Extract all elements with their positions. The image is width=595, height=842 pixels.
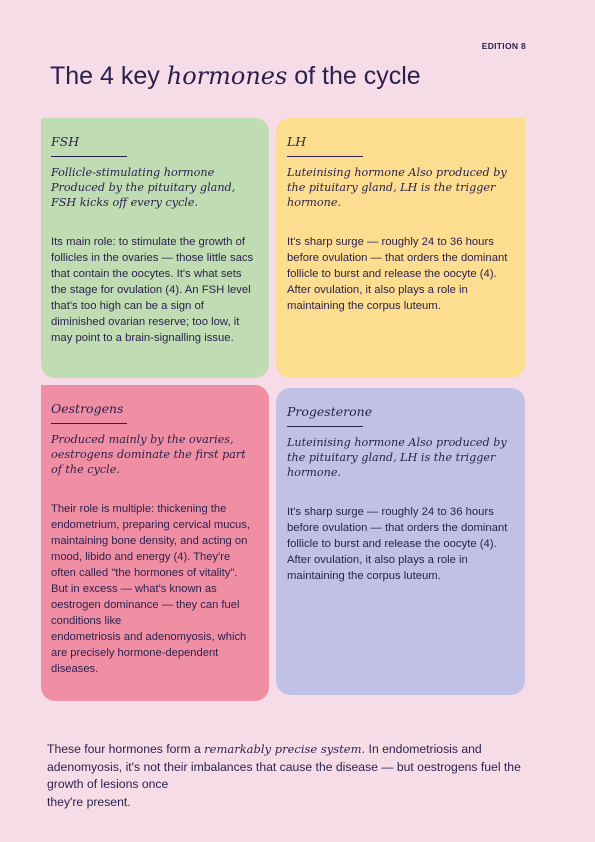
title-part-2: of the cycle [287, 62, 421, 90]
title-emphasis: hormones [166, 62, 288, 90]
card-lh-body: It's sharp surge — roughly 24 to 36 hours before ovulation — that orders the dominant follicle to burst and release the oocyte (4). After ovulation, it also plays a role in maintaining the corpus luteum. [287, 236, 508, 312]
footer-text [47, 741, 547, 811]
footer-last-line: they're present. [47, 794, 131, 809]
card-fsh-body: Its main role: to stimulate the growth of follicles in the ovaries — those little sacs that contain the oocytes. It's what sets the stage for ovulation (4). An FSH level that's too high can be a sign of diminished ovarian reserve; too low, it may point to a brain-signalling issue. [51, 236, 254, 344]
footer-emphasis: remarkably precise system. [204, 742, 366, 756]
card-fsh [41, 118, 269, 378]
card-oestrogens-name: Oestrogens [51, 401, 257, 424]
edition-label: EDITION 8 [481, 41, 526, 51]
card-fsh-name: FSH [51, 134, 257, 157]
card-oestrogens [41, 385, 269, 701]
card-oestrogens-subtitle: Produced mainly by the ovaries, oestrogens dominate the first part of the cycle. [51, 433, 246, 476]
footer-part-1: These four hormones form a [47, 742, 205, 756]
card-lh-name: LH [287, 134, 513, 157]
card-lh-subtitle: Luteinising hormone Also produced by the pituitary gland, LH is the trigger hormone. [287, 166, 507, 209]
card-progesterone-name: Progesterone [287, 404, 513, 427]
card-progesterone-subtitle: Luteinising hormone Also produced by the pituitary gland, LH is the trigger hormone. [287, 436, 507, 479]
card-lh [276, 118, 525, 378]
footer-part-2: In endometriosis and adenomyosis, it's not their imbalances that cause the disease — but oestrogens fuel the growth of lesions once [47, 742, 521, 791]
card-progesterone [276, 388, 525, 695]
card-fsh-subtitle: Follicle-stimulating hormone Produced by the pituitary gland, FSH kicks off every cycle. [51, 166, 236, 209]
card-progesterone-body: It's sharp surge — roughly 24 to 36 hours before ovulation — that orders the dominant follicle to burst and release the oocyte (4). After ovulation, it also plays a role in maintaining the corpus luteum. [287, 506, 508, 582]
card-oestrogens-body: Their role is multiple: thickening the endometrium, preparing cervical mucus, maintaining bone density, and acting on mood, libido and energy (4). They're often called "the hormones of vitality". But in excess — what's known as oestrogen dominance — they can fuel conditions like endometriosis and adenomyosis, which are precisely hormone-dependent diseases. [51, 503, 250, 675]
title-part-1: The 4 key [50, 62, 167, 90]
page-title [50, 62, 421, 91]
